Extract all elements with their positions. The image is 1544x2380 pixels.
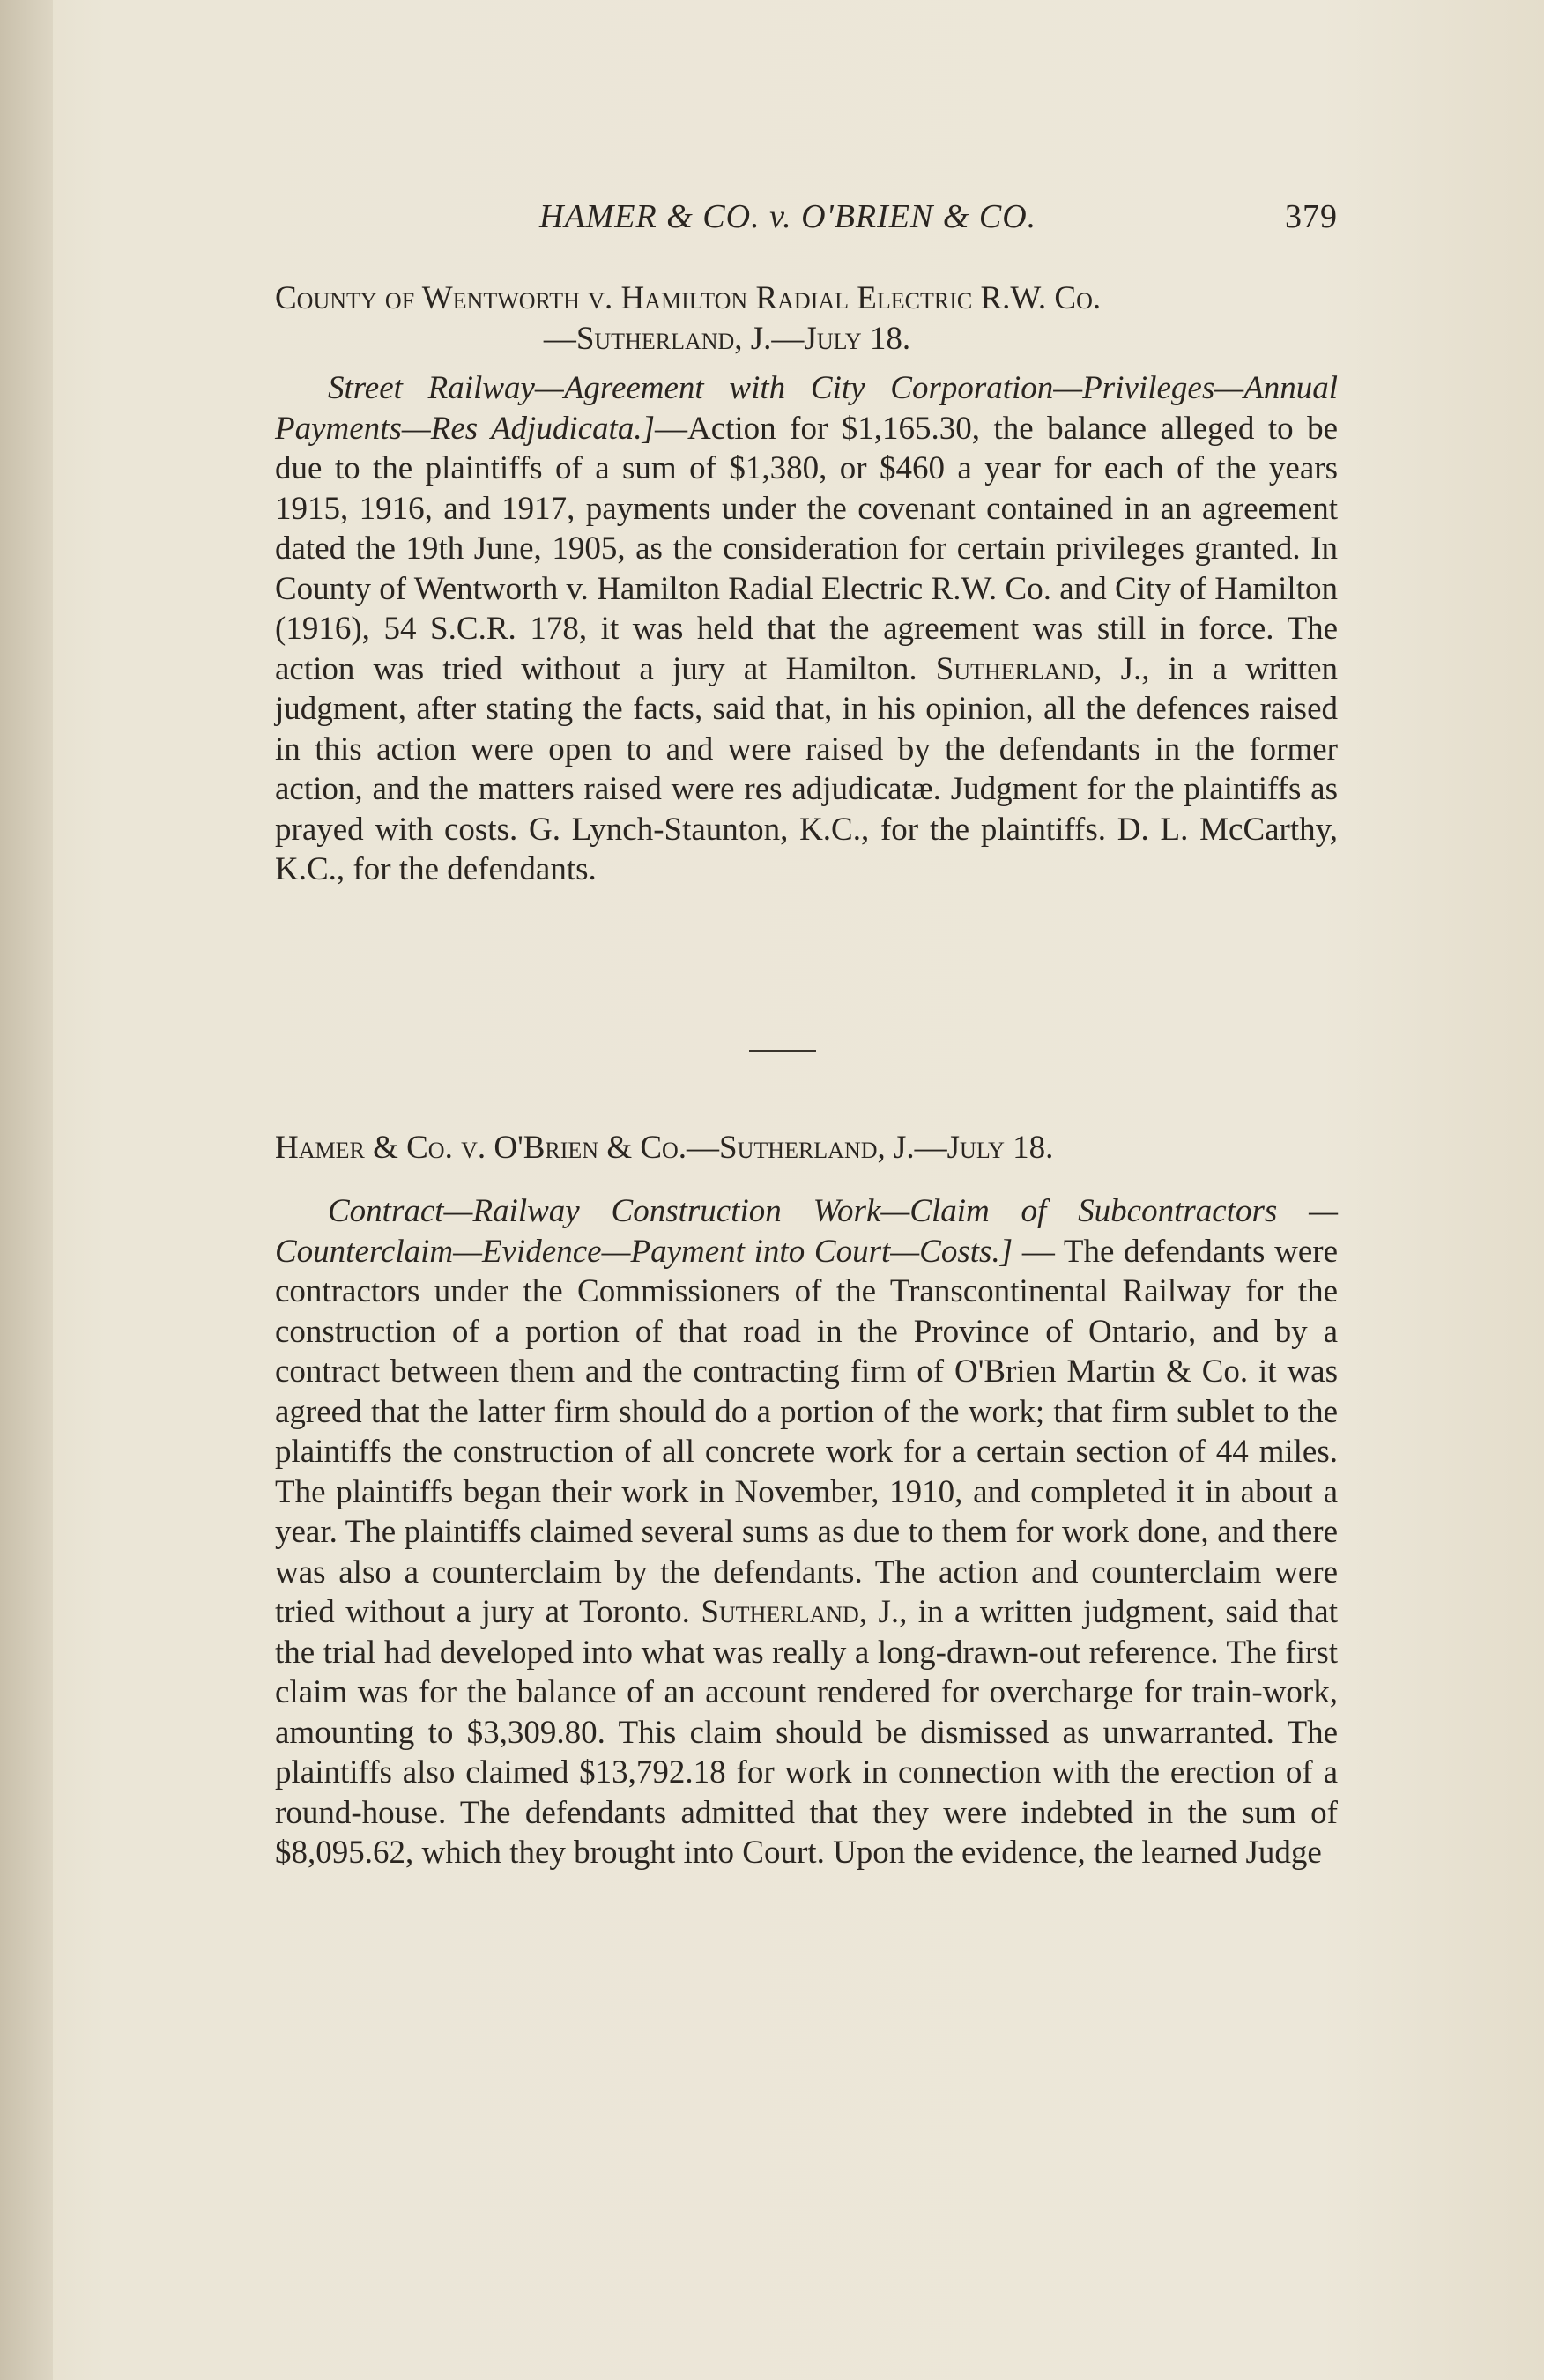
case-2-body-text-2: , J., in a written judgment, said that the trial had developed into what was really a long-drawn-out reference. The first claim was for the balance of an account rendered for overcharge for train-work, amounting to $3,309.80. This claim should be dismissed as unwarranted. The plaintiffs also claimed $13,792.18 for work in connection with the erection of a round-house. The defendants admitted that they were indebted in the sum of $8,095.62, which they brought into Court. Upon the evidence, the learned Judge	[275, 1594, 1338, 1871]
case-2-headnote: Contract—Railway Construction Work—Claim of Subcontractors — Counterclaim—Evidence—Payment into Court—Costs.]	[275, 1193, 1338, 1270]
case-1-headnote: Street Railway—Agreement with City Corporation—Privileges—Annual Payments—Res Adjudicata.]	[275, 370, 1338, 447]
case-2-body	[275, 1191, 1338, 1873]
case-2	[275, 1128, 1338, 1873]
case-1-title-line1: County of Wentworth v. Hamilton Radial Electric R.W. Co.	[275, 280, 1102, 316]
case-1-judge: Sutherland	[935, 650, 1095, 687]
binding-gutter	[0, 0, 53, 2380]
section-divider	[749, 1050, 816, 1052]
case-2-title: Hamer & Co. v. O'Brien & Co.—Sutherland, J.—July 18.	[275, 1130, 1054, 1166]
case-1-body-text: —Action for $1,165.30, the balance alleged to be due to the plaintiffs of a sum of $1,380, or $460 a year for each of the years 1915, 1916, and 1917, payments under the covenant contained in an agreement dated the 19th June, 1905, as the consideration for certain privileges granted. In County of Wentworth v. Hamilton Radial Electric R.W. Co. and City of Hamilton (1916), 54 S.C.R. 178, it was held that the agreement was still in force. The action was tried without a jury at Hamilton.	[275, 410, 1339, 687]
case-1-body-text-2: , J., in a written judgment, after stating the facts, said that, in his opinion, all the defences raised in this action were open to and were raised by the defendants in the former action, and the matters raised were res adjudicatæ. Judgment for the plaintiffs as prayed with costs. G. Lynch-Staunton, K.C., for the plaintiffs. D. L. McCarthy, K.C., for the defendants.	[275, 650, 1339, 887]
case-1	[275, 278, 1338, 890]
running-head-title: HAMER & CO. v. O'BRIEN & CO.	[539, 198, 1037, 235]
case-1-title-line2: —Sutherland, J.—July 18.	[543, 321, 911, 357]
page-number: 379	[1285, 198, 1338, 235]
case-1-body	[275, 368, 1338, 890]
case-1-title	[275, 278, 1338, 360]
case-2-body-text: — The defendants were contractors under the Commissioners of the Transcontinental Railway for the construction of a portion of that road in the Province of Ontario, and by a contract between them and the contracting firm of O'Brien Martin & Co. it was agreed that the latter firm should do a portion of the work; that firm sublet to the plaintiffs the construction of all concrete work for a certain section of 44 miles. The plaintiffs began their work in November, 1910, and completed it in about a year. The plaintiffs claimed several sums as due to them for work done, and there was also a counterclaim by the defendants. The action and counterclaim were tried without a jury at Toronto.	[275, 1233, 1338, 1630]
case-2-judge: Sutherland	[701, 1594, 859, 1630]
running-head	[275, 197, 1338, 241]
